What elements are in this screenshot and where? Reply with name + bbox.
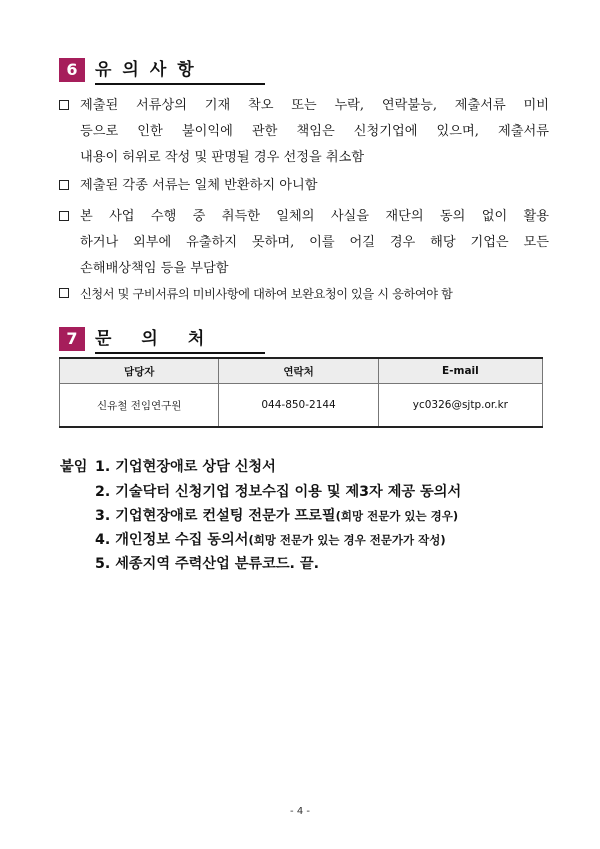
column-header-phone: 연락처	[219, 358, 378, 384]
attachment-item: 2. 기술닥터 신청기업 정보수집 이용 및 제3자 제공 동의서	[95, 484, 462, 500]
notice-line: 하거나 외부에 유출하지 못하며, 이를 어길 경우 해당 기업은 모든	[80, 235, 549, 250]
section-number: 6	[59, 58, 85, 82]
notice-line: 제출된 각종 서류는 일체 반환하지 아니함	[80, 178, 318, 193]
attachment-item: 3. 기업현장애로 컨설팅 전문가 프로필	[95, 508, 336, 524]
notice-line: 내용이 허위로 작성 및 판명될 경우 선정을 취소함	[80, 150, 365, 165]
column-header-manager: 담당자	[60, 358, 219, 384]
attachment-item: 5. 세종지역 주력산업 분류코드. 끝.	[95, 556, 319, 572]
attachment-note: (희망 전문가 있는 경우)	[335, 509, 459, 523]
notice-line: 신청서 및 구비서류의 미비사항에 대하여 보완요청이 있을 시 응하여야 함	[80, 287, 453, 301]
attachment-note: (희망 전문가 있는 경우 전문가가 작성)	[248, 533, 446, 547]
checkbox-icon	[59, 211, 69, 221]
contact-table	[59, 357, 543, 428]
section-title: 문의처	[95, 329, 235, 349]
section-underline	[95, 352, 265, 354]
table-row	[60, 384, 543, 428]
phone-cell: 044-850-2144	[219, 384, 378, 428]
column-header-email: E-mail	[378, 358, 542, 384]
checkbox-icon	[59, 288, 69, 298]
table-header-row	[60, 358, 543, 384]
page-number: - 4 -	[290, 806, 310, 817]
notice-item	[59, 207, 549, 276]
notice-line: 손해배상책임 등을 부담함	[80, 261, 229, 276]
attachment-item: 1. 기업현장애로 상담 신청서	[95, 459, 276, 475]
notice-line: 본 사업 수행 중 취득한 일체의 사실을 재단의 동의 없이 활용	[80, 209, 549, 224]
notice-item	[59, 176, 549, 196]
checkbox-icon	[59, 180, 69, 190]
checkbox-icon	[59, 100, 69, 110]
notice-line: 제출된 서류상의 기재 착오 또는 누락, 연락불능, 제출서류 미비	[80, 98, 549, 113]
manager-cell: 신유철 전임연구원	[60, 384, 219, 428]
notice-item	[59, 96, 549, 165]
section-number: 7	[59, 327, 85, 351]
email-cell: yc0326@sjtp.or.kr	[378, 384, 542, 428]
attachment-item: 4. 개인정보 수집 동의서	[95, 532, 249, 548]
section-underline	[95, 83, 265, 85]
notice-item	[59, 284, 549, 304]
notice-line: 등으로 인한 불이익에 관한 책임은 신청기업에 있으며, 제출서류	[80, 124, 549, 139]
attachment-label: 붙임	[60, 459, 88, 475]
section-title: 유의사항	[95, 60, 205, 80]
